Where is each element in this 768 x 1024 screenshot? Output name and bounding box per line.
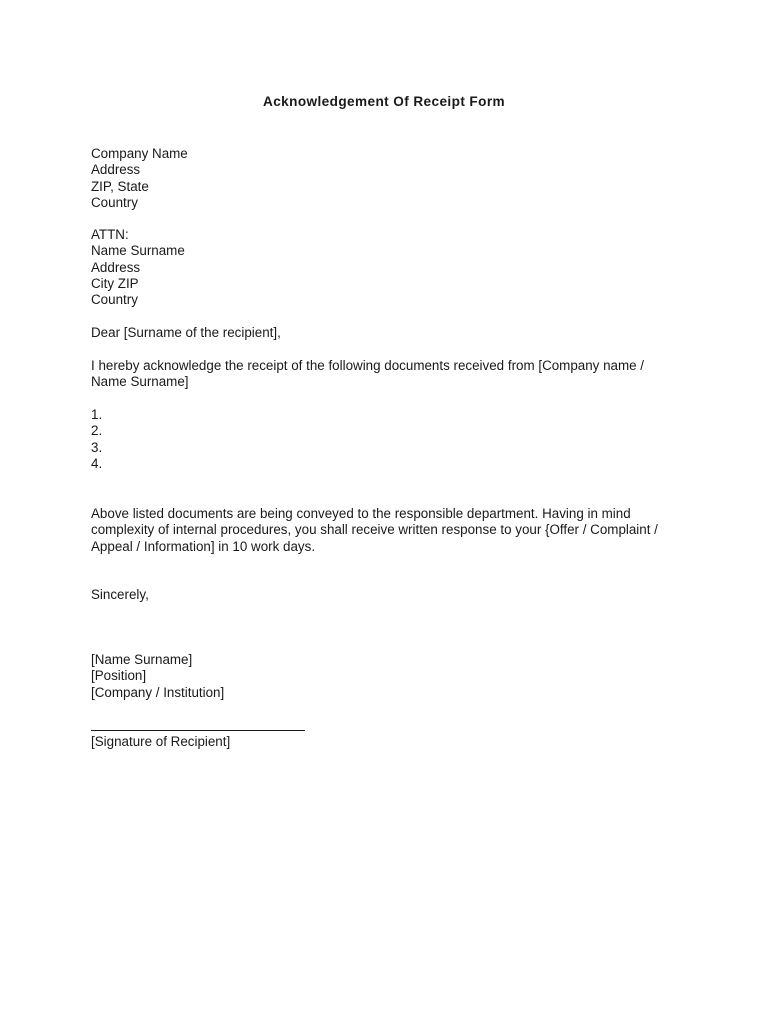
list-item: 1. xyxy=(91,407,103,422)
sender-address-block xyxy=(91,146,691,211)
signer-company: [Company / Institution] xyxy=(91,684,225,700)
attn-label: ATTN: xyxy=(91,227,129,242)
body-line-3: Appeal / Information] in 10 work days. xyxy=(91,538,316,554)
document-list xyxy=(91,407,691,472)
salutation: Dear [Surname of the recipient], xyxy=(91,325,281,340)
list-item: 3. xyxy=(91,439,103,455)
signer-position: [Position] xyxy=(91,668,147,684)
body-paragraph xyxy=(91,506,691,555)
sender-company: Company Name xyxy=(91,146,188,161)
attn-city-zip: City ZIP xyxy=(91,275,139,291)
body-line-1: Above listed documents are being conveyed to the responsible department. Having in mind xyxy=(91,506,631,521)
intro-paragraph xyxy=(91,358,691,391)
signature-label: [Signature of Recipient] xyxy=(91,734,231,749)
list-item: 2. xyxy=(91,423,103,439)
attn-block xyxy=(91,227,691,308)
sender-address: Address xyxy=(91,162,141,178)
closing: Sincerely, xyxy=(91,587,149,602)
attn-name: Name Surname xyxy=(91,243,185,259)
intro-line-1: I hereby acknowledge the receipt of the following documents received from [Company name / xyxy=(91,358,645,373)
document-title: Acknowledgement Of Receipt Form xyxy=(262,94,506,109)
attn-country: Country xyxy=(91,292,138,308)
attn-address: Address xyxy=(91,259,141,275)
sender-country: Country xyxy=(91,194,138,210)
body-line-2: complexity of internal procedures, you shall receive written response to your {Offer / Complaint / xyxy=(91,522,658,538)
signer-name: [Name Surname] xyxy=(91,652,193,667)
signer-block xyxy=(91,652,691,701)
intro-line-2: Name Surname] xyxy=(91,374,189,390)
sender-zip-state: ZIP, State xyxy=(91,178,149,194)
signature-line xyxy=(91,730,305,731)
list-item: 4. xyxy=(91,455,103,471)
